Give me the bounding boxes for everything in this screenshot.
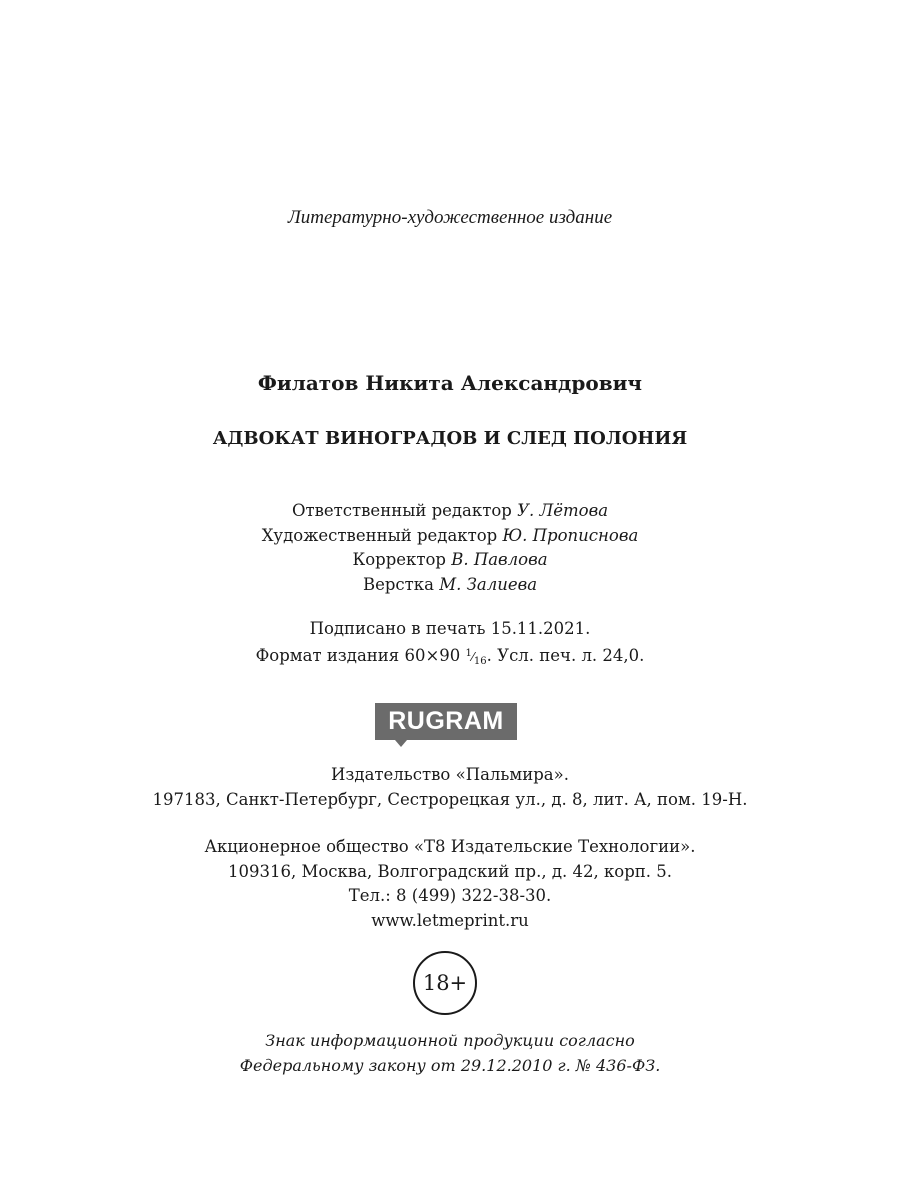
format-prefix: Формат издания 60×90 [255, 645, 461, 665]
credit-person: В. Павлова [451, 550, 548, 569]
format-line [0, 642, 900, 675]
book-title: АДВОКАТ ВИНОГРАДОВ И СЛЕД ПОЛОНИЯ [212, 428, 688, 449]
credit-line [0, 548, 900, 573]
fraction-denominator: 16 [473, 655, 487, 667]
age-rating-badge: 18+ [413, 951, 477, 1015]
publisher-address: 197183, Санкт-Петербург, Сестрорецкая ул., д. 8, лит. А, пом. 19-Н. [152, 789, 748, 809]
author-name: Филатов Никита Александрович [257, 371, 643, 395]
print-info [0, 617, 900, 674]
notice-line: Федеральному закону от 29.12.2010 г. № 436-ФЗ. [239, 1056, 661, 1075]
credit-person: Ю. Прописнова [502, 525, 639, 545]
logo-text: RUGRAM [388, 707, 504, 735]
signed-date: Подписано в печать 15.11.2021. [309, 619, 591, 638]
printer-address: 109316, Москва, Волгоградский пр., д. 42, корп. 5. [227, 861, 673, 881]
credit-person: М. Залиева [439, 574, 538, 594]
publisher-name: Издательство «Пальмира». [331, 765, 569, 784]
credit-person: У. Лётова [517, 501, 609, 520]
fraction-numerator: 1 [465, 647, 472, 659]
edition-type: Литературно-художественное издание [287, 207, 613, 228]
rugram-logo [375, 703, 517, 740]
credit-role: Ответственный редактор [291, 501, 512, 520]
printer-website: www.letmeprint.ru [371, 910, 529, 930]
printer-block [0, 835, 900, 933]
legal-notice [0, 1028, 900, 1078]
publisher-block [0, 763, 900, 812]
format-fraction: $^1⁄_{16}$ [465, 647, 487, 667]
credits-block [0, 499, 900, 597]
credit-line [0, 573, 900, 598]
logo-notch-icon [395, 740, 407, 747]
printer-phone: Тел.: 8 (499) 322-38-30. [348, 886, 552, 905]
credit-line [0, 499, 900, 524]
printer-name: Акционерное общество «Т8 Издательские Технологии». [204, 837, 696, 856]
format-suffix: . Усл. печ. л. 24,0. [486, 645, 645, 665]
credit-role: Корректор [352, 550, 446, 569]
credit-line [0, 524, 900, 549]
credit-role: Верстка [362, 574, 434, 594]
notice-line: Знак информационной продукции согласно [265, 1031, 635, 1050]
credit-role: Художественный редактор [261, 525, 498, 545]
